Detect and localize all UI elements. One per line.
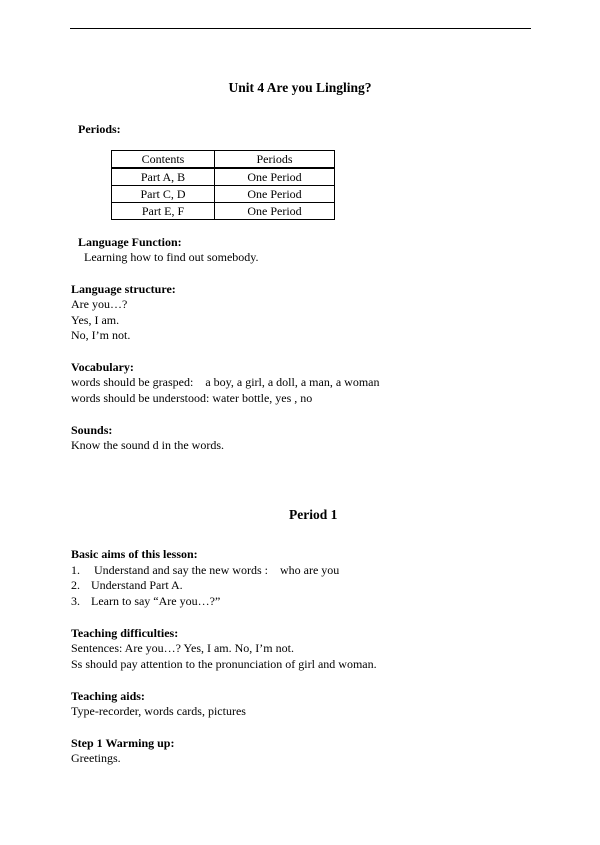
language-structure-line: Yes, I am. (71, 313, 120, 327)
step1-text: Greetings. (71, 751, 121, 765)
language-structure-line: Are you…? (71, 297, 128, 311)
table-cell: Part E, F (112, 203, 215, 220)
period1-title: Period 1 (289, 507, 338, 522)
sounds-text: Know the sound d in the words. (71, 438, 224, 452)
table-cell: One Period (215, 168, 335, 186)
vocabulary-label: Vocabulary: (71, 360, 134, 374)
table-header-contents: Contents (112, 151, 215, 169)
page-title: Unit 4 Are you Lingling? (228, 80, 372, 95)
language-function-text: Learning how to find out somebody. (84, 250, 259, 264)
teaching-aids-text: Type-recorder, words cards, pictures (71, 704, 246, 718)
periods-label: Periods: (78, 122, 121, 136)
basic-aims-label: Basic aims of this lesson: (71, 547, 198, 561)
table-row (112, 186, 335, 203)
table-header-periods: Periods (215, 151, 335, 169)
table-cell: One Period (215, 203, 335, 220)
list-text: Understand Part A. (91, 578, 183, 592)
periods-table (111, 150, 335, 220)
header-rule (70, 28, 531, 29)
sounds-label: Sounds: (71, 423, 113, 437)
list-number: 3. (71, 594, 80, 608)
table-cell: One Period (215, 186, 335, 203)
list-number: 2. (71, 578, 80, 592)
teaching-aids-label: Teaching aids: (71, 689, 145, 703)
list-number: 1. (71, 563, 80, 577)
list-text: Understand and say the new words : who are you (91, 563, 340, 577)
language-structure-line: No, I’m not. (71, 328, 131, 342)
step1-label: Step 1 Warming up: (71, 736, 175, 750)
language-structure-label: Language structure: (71, 282, 176, 296)
table-row (112, 203, 335, 220)
table-cell: Part C, D (112, 186, 215, 203)
table-header-row (112, 151, 335, 169)
teaching-difficulties-line: Ss should pay attention to the pronunciation of girl and woman. (71, 657, 377, 671)
list-item (71, 577, 183, 593)
vocabulary-line: words should be understood: water bottle, yes , no (71, 391, 313, 405)
table-cell: Part A, B (112, 168, 215, 186)
vocabulary-line: words should be grasped: a boy, a girl, a doll, a man, a woman (71, 375, 380, 389)
list-text: Learn to say “Are you…?” (91, 594, 221, 608)
table-row (112, 168, 335, 186)
teaching-difficulties-label: Teaching difficulties: (71, 626, 179, 640)
language-function-label: Language Function: (78, 235, 182, 249)
list-item (71, 562, 339, 578)
list-item (71, 593, 220, 609)
teaching-difficulties-line: Sentences: Are you…? Yes, I am. No, I’m not. (71, 641, 294, 655)
